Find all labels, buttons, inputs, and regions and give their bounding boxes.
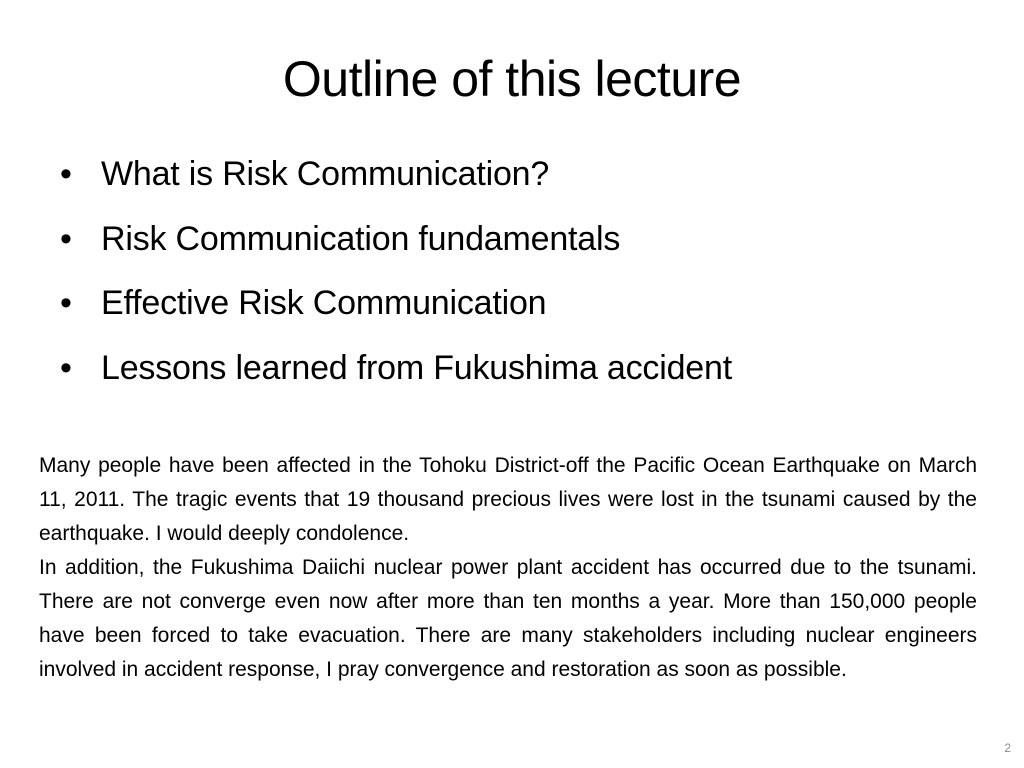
bullet-item (58, 271, 998, 336)
body-text (39, 449, 977, 687)
bullet-icon: • (60, 284, 72, 322)
bullet-icon: • (60, 155, 72, 193)
bullet-text: Lessons learned from Fukushima accident (101, 348, 732, 387)
bullet-item (58, 336, 998, 401)
body-paragraph: In addition, the Fukushima Daiichi nuclear power plant accident has occurred due to the tsunami. There are not converge even now after more than ten months a year. More than 150,000 people have been forced to take evacuation. There are many stakeholders including nuclear engineers involved in accident response, I pray convergence and restoration as soon as possible. (39, 556, 977, 681)
body-paragraph: Many people have been affected in the Tohoku District-off the Pacific Ocean Earthquake on March 11, 2011. The tragic events that 19 thousand precious lives were lost in the tsunami caused by the earthquake. I would deeply condolence. (39, 454, 977, 545)
slide-title: Outline of this lecture (282, 51, 742, 107)
bullet-icon: • (60, 219, 72, 258)
bullet-text: Effective Risk Communication (101, 284, 547, 322)
bullet-item (58, 142, 998, 207)
bullet-text: Risk Communication fundamentals (101, 219, 621, 258)
bullet-icon: • (60, 348, 72, 387)
bullet-list (58, 142, 998, 400)
bullet-item (58, 207, 998, 272)
page-number: 2 (1004, 741, 1011, 755)
bullet-text: What is Risk Communication? (101, 155, 550, 193)
